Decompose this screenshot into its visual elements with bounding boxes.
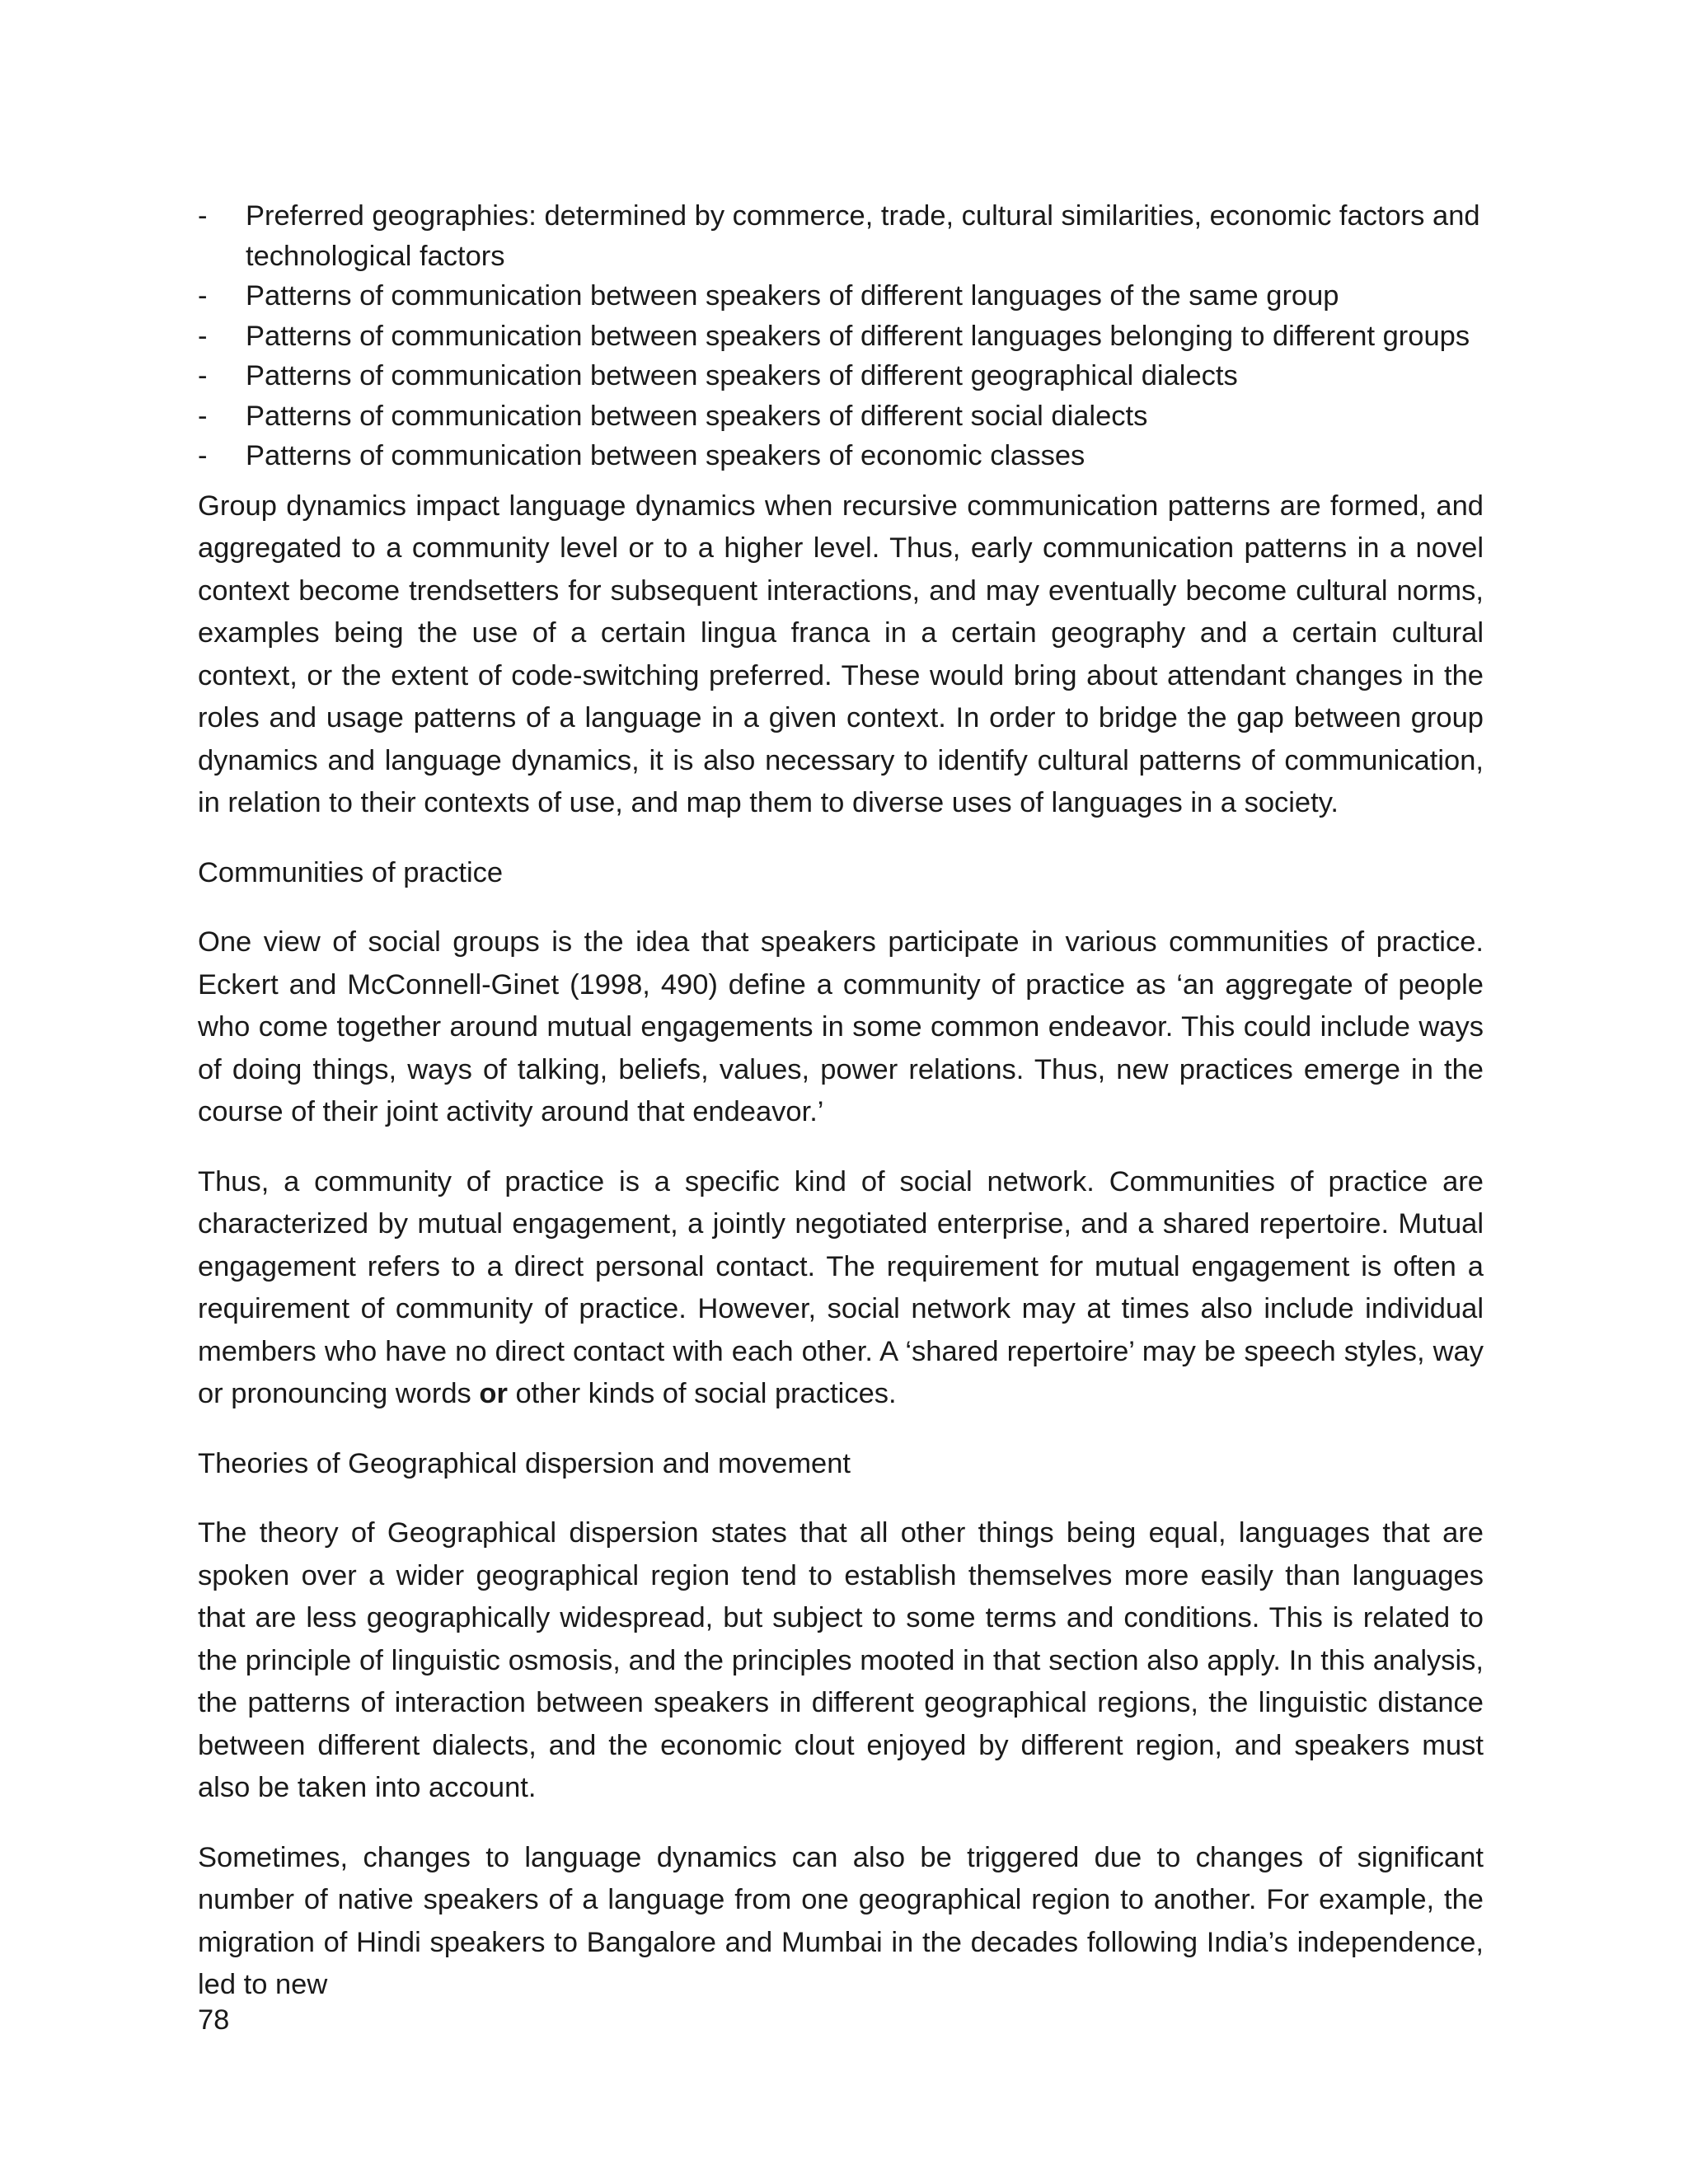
list-item-text: Patterns of communication between speakers of different languages of the same group <box>246 280 1339 312</box>
list-item <box>198 196 1484 276</box>
paragraph-community-of-practice <box>198 1161 1484 1416</box>
bullet-dash: - <box>198 440 208 471</box>
section-heading-geographical: Theories of Geographical dispersion and movement <box>198 1447 851 1479</box>
list-item <box>198 356 1484 396</box>
bullet-dash: - <box>198 280 208 312</box>
list-item-text: Patterns of communication between speakers of economic classes <box>246 440 1085 471</box>
paragraph-group-dynamics: Group dynamics impact language dynamics when recursive communication patterns are formed, and aggregated to a community level or to a higher level. Thus, early communication patterns in a novel context become trendsetters for subsequent interactions, and may eventually become cultural norms, examples being the use of a certain lingua franca in a certain geography and a certain cultural context, or the extent of code-switching preferred. These would bring about attendant changes in the roles and usage patterns of a language in a given context. In order to bridge the gap between group dynamics and language dynamics, it is also necessary to identify cultural patterns of communication, in relation to their contexts of use, and map them to diverse uses of languages in a society. <box>198 490 1484 818</box>
list-item <box>198 396 1484 437</box>
bullet-dash: - <box>198 400 208 432</box>
list-item <box>198 316 1484 357</box>
bullet-list <box>198 196 1484 476</box>
bold-word: or <box>479 1378 508 1409</box>
page-number: 78 <box>198 2004 230 2036</box>
section-heading-communities: Communities of practice <box>198 856 504 888</box>
list-item-text: Patterns of communication between speakers of different social dialects <box>246 400 1148 432</box>
paragraph-text: other kinds of social practices. <box>507 1378 897 1409</box>
page-body <box>198 196 1484 2034</box>
bullet-dash: - <box>198 320 208 352</box>
paragraph-sometimes: Sometimes, changes to language dynamics can also be triggered due to changes of significant number of native speakers of a language from one geographical region to another. For example, the migration of Hindi speakers to Bangalore and Mumbai in the decades following India’s independence, led to new <box>198 1841 1484 2000</box>
list-item <box>198 276 1484 316</box>
list-item <box>198 436 1484 476</box>
bullet-dash: - <box>198 360 208 391</box>
list-item-text: Patterns of communication between speakers of different languages belonging to different groups <box>246 320 1470 352</box>
bullet-dash: - <box>198 200 208 232</box>
list-item-text: Preferred geographies: determined by commerce, trade, cultural similarities, economic factors and technological factors <box>246 200 1480 272</box>
paragraph-text: Thus, a community of practice is a specific kind of social network. Communities of practice are characterized by mutual engagement, a jointly negotiated enterprise, and a shared repertoire. Mutual engagement refers to a direct personal contact. The requirement for mutual engagement is often a requirement of community of practice. However, social network may at times also include individual members who have no direct contact with each other. A ‘shared repertoire’ may be speech styles, way or pronouncing words <box>198 1165 1484 1409</box>
list-item-text: Patterns of communication between speakers of different geographical dialects <box>246 360 1238 391</box>
paragraph-one-view: One view of social groups is the idea that speakers participate in various communities of practice. Eckert and McConnell-Ginet (1998, 490) define a community of practice as ‘an aggregate of people who come together around mutual engagements in some common endeavor. This could include ways of doing things, ways of talking, beliefs, values, power relations. Thus, new practices emerge in the course of their joint activity around that endeavor.’ <box>198 926 1484 1127</box>
paragraph-theory: The theory of Geographical dispersion states that all other things being equal, languages that are spoken over a wider geographical region tend to establish themselves more easily than languages that are less geographically widespread, but subject to some terms and conditions. This is related to the principle of linguistic osmosis, and the principles mooted in that section also apply. In this analysis, the patterns of interaction between speakers in different geographical regions, the linguistic distance between different dialects, and the economic clout enjoyed by different region, and speakers must also be taken into account. <box>198 1517 1484 1803</box>
